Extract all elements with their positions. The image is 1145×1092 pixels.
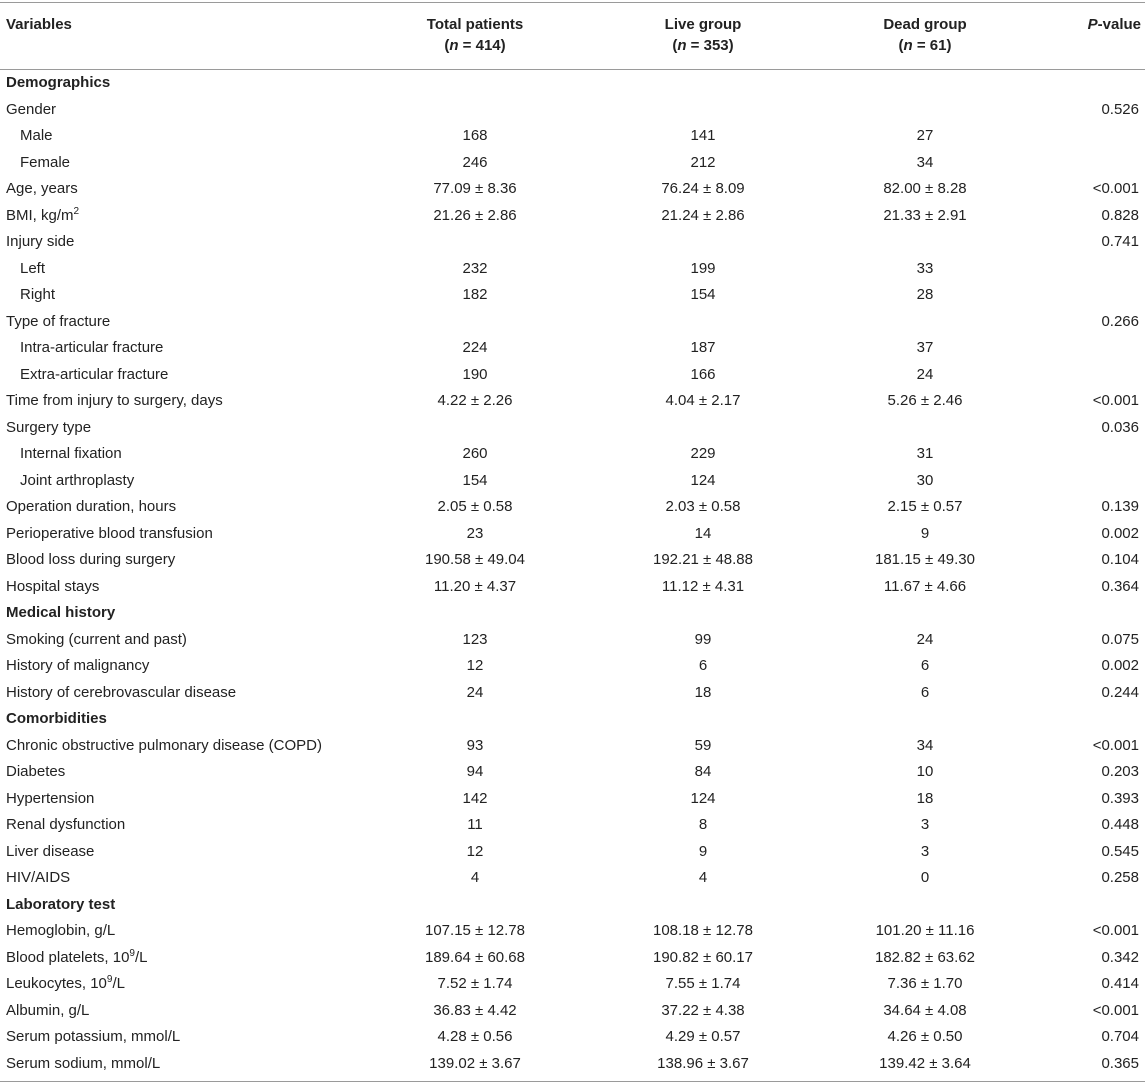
row-label-text: Intra-articular fracture	[20, 339, 164, 356]
cell-live: 124	[690, 789, 716, 807]
cell-p-value: 0.203	[1101, 763, 1139, 780]
row-label	[20, 154, 70, 171]
table-row	[0, 203, 1145, 230]
row-label	[6, 525, 213, 542]
section-heading-row	[0, 892, 1145, 919]
table-row	[0, 256, 1145, 283]
cell-p-value: 0.075	[1101, 630, 1139, 648]
cell-p-value: <0.001	[1092, 922, 1139, 939]
cell-live: 141	[690, 127, 716, 144]
header-live	[583, 14, 823, 56]
cell-total: 190	[462, 365, 488, 383]
table-body	[0, 70, 1145, 1077]
cell-live: 59	[694, 736, 712, 754]
row-label-text: HIV/AIDS	[6, 869, 71, 886]
cell-live: 124	[690, 471, 716, 489]
table-row	[0, 786, 1145, 813]
row-label-text: Internal fixation	[20, 445, 122, 462]
cell-total: 154	[462, 471, 488, 489]
header-dead-n: (n = 61)	[898, 37, 952, 54]
table-row	[0, 627, 1145, 654]
table-row	[0, 1024, 1145, 1051]
cell-total: 4.22 ± 2.26	[437, 392, 513, 409]
cell-total: 94	[466, 763, 484, 780]
n-symbol: n	[903, 37, 913, 54]
row-label	[6, 1028, 180, 1045]
cell-total: 93	[466, 736, 484, 754]
row-label	[6, 737, 322, 754]
row-label	[20, 445, 122, 462]
table-row	[0, 839, 1145, 866]
cell-dead: 21.33 ± 2.91	[883, 206, 967, 224]
table-row	[0, 468, 1145, 495]
row-label-superscript: 2	[73, 205, 80, 217]
cell-live: 76.24 ± 8.09	[661, 180, 745, 197]
cell-total: 260	[462, 445, 488, 462]
cell-p-value: 0.393	[1101, 789, 1139, 807]
row-label	[6, 790, 94, 807]
row-label-text: Perioperative blood transfusion	[6, 524, 213, 542]
row-label-text: Chronic obstructive pulmonary disease (COPD)	[6, 736, 322, 754]
section-heading-row	[0, 600, 1145, 627]
cell-live: 229	[690, 445, 716, 462]
n-symbol: n	[677, 37, 687, 54]
cell-dead: 18	[916, 789, 934, 807]
cell-p-value: 0.545	[1101, 842, 1139, 860]
cell-dead: 9	[920, 524, 930, 542]
cell-dead: 11.67 ± 4.66	[883, 577, 967, 595]
cell-dead: 34	[916, 153, 934, 171]
row-label-text: Medical history	[6, 604, 116, 621]
row-label	[6, 657, 149, 674]
row-label-text: Injury side	[6, 233, 75, 250]
table-row	[0, 441, 1145, 468]
cell-p-value: 0.244	[1101, 683, 1139, 701]
cell-dead: 33	[916, 259, 934, 277]
cell-p-value: 0.036	[1101, 418, 1139, 436]
p-symbol: P	[1087, 16, 1098, 33]
row-label	[20, 286, 55, 303]
cell-total: 189.64 ± 60.68	[425, 948, 525, 966]
row-label	[6, 392, 223, 409]
cell-p-value: <0.001	[1092, 180, 1139, 197]
cell-dead: 4.26 ± 0.50	[887, 1028, 963, 1045]
cell-total: 21.26 ± 2.86	[433, 206, 517, 224]
cell-p-value: 0.266	[1101, 312, 1139, 330]
table-row	[0, 1051, 1145, 1078]
cell-total: 4	[470, 869, 480, 886]
row-label-text: Albumin, g/L	[6, 1001, 90, 1019]
row-label	[6, 233, 74, 250]
section-heading-row	[0, 706, 1145, 733]
cell-dead: 24	[916, 365, 934, 383]
table-row	[0, 918, 1145, 945]
cell-dead: 6	[920, 657, 930, 674]
row-label	[6, 313, 110, 330]
header-total	[355, 14, 595, 56]
header-dead	[805, 14, 1045, 56]
row-label-text: Comorbidities	[6, 710, 107, 727]
table-row	[0, 653, 1145, 680]
row-label	[6, 896, 115, 913]
row-label	[6, 498, 176, 515]
header-p-value	[1088, 14, 1141, 35]
cell-total: 77.09 ± 8.36	[433, 180, 517, 197]
cell-dead: 7.36 ± 1.70	[887, 975, 963, 992]
row-label-text: Extra-articular fracture	[20, 365, 169, 383]
row-label-text: History of cerebrovascular disease	[6, 683, 237, 701]
cell-p-value: 0.002	[1101, 657, 1139, 674]
row-label	[6, 763, 65, 780]
cell-p-value: <0.001	[1092, 1001, 1139, 1019]
table-row	[0, 865, 1145, 892]
row-label-text: Renal dysfunction	[6, 816, 126, 833]
cell-p-value: 0.342	[1101, 948, 1139, 966]
row-label	[6, 551, 175, 568]
row-label	[6, 843, 94, 860]
n-value: 353	[703, 37, 729, 54]
table-row	[0, 362, 1145, 389]
row-label-text: Right	[20, 286, 56, 303]
row-label	[6, 816, 125, 833]
cell-dead: 27	[916, 127, 934, 144]
n-eq: =	[912, 37, 930, 54]
cell-p-value: 0.002	[1101, 524, 1139, 542]
cell-dead: 6	[920, 683, 930, 701]
cell-dead: 5.26 ± 2.46	[887, 392, 963, 409]
cell-p-value: <0.001	[1092, 736, 1139, 754]
row-label	[6, 710, 107, 727]
cell-live: 6	[698, 657, 708, 674]
cell-live: 4	[698, 869, 708, 886]
row-label-text: Serum potassium, mmol/L	[6, 1028, 181, 1045]
row-label	[20, 472, 134, 489]
table-row	[0, 680, 1145, 707]
table-row	[0, 97, 1145, 124]
row-label-superscript: 9	[129, 947, 135, 959]
table-row	[0, 998, 1145, 1025]
row-label	[6, 1055, 160, 1072]
row-label-text: Hemoglobin, g/L	[6, 922, 116, 939]
table-row	[0, 521, 1145, 548]
cell-dead: 0	[920, 869, 930, 886]
cell-dead: 37	[916, 339, 934, 356]
cell-dead: 34.64 ± 4.08	[883, 1001, 967, 1019]
cell-p-value: 0.365	[1101, 1054, 1139, 1072]
cell-dead: 30	[916, 471, 934, 489]
cell-total: 190.58 ± 49.04	[425, 551, 525, 568]
cell-live: 8	[698, 816, 708, 833]
row-label	[6, 180, 78, 197]
table-row	[0, 494, 1145, 521]
header-dead-label: Dead group	[883, 16, 967, 33]
row-label-text: Serum sodium, mmol/L	[6, 1054, 161, 1072]
section-heading-row	[0, 70, 1145, 97]
row-label-unit: /L	[112, 975, 125, 992]
cell-total: 182	[462, 286, 488, 303]
n-eq: =	[686, 37, 704, 54]
cell-dead: 2.15 ± 0.57	[887, 498, 963, 515]
cell-p-value: <0.001	[1092, 392, 1139, 409]
cell-total: 139.02 ± 3.67	[429, 1054, 521, 1072]
cell-live: 11.12 ± 4.31	[661, 577, 745, 595]
row-label-text: Gender	[6, 100, 57, 118]
row-label-text: Surgery type	[6, 418, 92, 436]
cell-dead: 3	[920, 816, 930, 833]
cell-p-value: 0.828	[1101, 206, 1139, 224]
cell-total: 232	[462, 259, 488, 277]
cell-p-value: 0.258	[1101, 869, 1139, 886]
row-label-text: Joint arthroplasty	[20, 471, 135, 489]
row-label-text: Blood platelets, 10	[6, 948, 130, 966]
table-row	[0, 759, 1145, 786]
row-label	[6, 631, 187, 648]
cell-total: 4.28 ± 0.56	[437, 1028, 513, 1045]
cell-total: 168	[462, 127, 488, 144]
cell-live: 14	[694, 524, 712, 542]
cell-live: 37.22 ± 4.38	[661, 1001, 745, 1019]
cell-total: 24	[466, 683, 484, 701]
table-row	[0, 388, 1145, 415]
row-label	[6, 101, 56, 118]
cell-p-value: 0.414	[1101, 975, 1139, 992]
table-row	[0, 309, 1145, 336]
table-row	[0, 123, 1145, 150]
row-label-text: Smoking (current and past)	[6, 630, 187, 648]
row-label-text: Hypertension	[6, 789, 95, 807]
cell-dead: 182.82 ± 63.62	[875, 948, 975, 966]
table-row	[0, 282, 1145, 309]
cell-live: 138.96 ± 3.67	[657, 1054, 749, 1072]
table-row	[0, 229, 1145, 256]
cell-live: 18	[694, 683, 712, 701]
table-row	[0, 415, 1145, 442]
row-label-text: Age, years	[6, 180, 78, 197]
cell-total: 7.52 ± 1.74	[437, 975, 513, 992]
cell-p-value: 0.448	[1101, 816, 1139, 833]
row-label	[6, 604, 115, 621]
cell-total: 224	[462, 339, 488, 356]
cell-dead: 34	[916, 736, 934, 754]
row-label	[6, 1002, 89, 1019]
cell-p-value: 0.104	[1101, 551, 1139, 568]
table-row	[0, 335, 1145, 362]
row-label	[6, 419, 91, 436]
row-label-text: Liver disease	[6, 842, 95, 860]
row-label-unit: /L	[134, 948, 148, 966]
row-label	[6, 869, 70, 886]
cell-dead: 24	[916, 630, 934, 648]
cell-live: 21.24 ± 2.86	[661, 206, 745, 224]
table-row	[0, 812, 1145, 839]
cell-total: 11.20 ± 4.37	[433, 577, 517, 595]
cell-live: 84	[694, 763, 712, 780]
header-total-n: (n = 414)	[444, 37, 506, 54]
table-row	[0, 176, 1145, 203]
cell-dead: 101.20 ± 11.16	[875, 922, 975, 939]
n-value: 414	[475, 37, 501, 54]
cell-live: 190.82 ± 60.17	[653, 948, 753, 966]
p-suffix: -value	[1097, 16, 1141, 33]
cell-live: 154	[690, 286, 716, 303]
cell-live: 187	[690, 339, 716, 356]
cell-total: 12	[466, 657, 484, 674]
row-label	[20, 339, 163, 356]
row-label-text: Diabetes	[6, 763, 66, 780]
header-live-label: Live group	[664, 16, 742, 33]
cell-dead: 139.42 ± 3.64	[879, 1054, 971, 1072]
row-label	[6, 684, 236, 701]
cell-dead: 3	[920, 842, 930, 860]
cell-live: 7.55 ± 1.74	[665, 975, 741, 992]
row-label-text: Laboratory test	[6, 895, 116, 913]
cell-total: 142	[462, 789, 488, 807]
header-live-n: (n = 353)	[672, 37, 734, 54]
row-label-text: Type of fracture	[6, 312, 111, 330]
row-label-text: Blood loss during surgery	[6, 551, 176, 568]
table-row	[0, 971, 1145, 998]
row-label-text: Hospital stays	[6, 577, 100, 595]
n-symbol: n	[449, 37, 459, 54]
row-label	[20, 260, 45, 277]
cell-dead: 28	[916, 286, 934, 303]
row-label-text: Leukocytes, 10	[6, 975, 107, 992]
cell-live: 2.03 ± 0.58	[665, 498, 741, 515]
row-label	[6, 74, 110, 91]
cell-total: 107.15 ± 12.78	[425, 922, 525, 939]
n-value: 61	[929, 37, 947, 54]
cell-live: 4.04 ± 2.17	[665, 392, 741, 409]
cell-p-value: 0.364	[1101, 577, 1139, 595]
table-row	[0, 150, 1145, 177]
cell-dead: 82.00 ± 8.28	[883, 180, 967, 197]
row-label-text: Time from injury to surgery, days	[6, 392, 223, 409]
n-eq: =	[458, 37, 476, 54]
cell-live: 9	[698, 842, 708, 860]
cell-live: 108.18 ± 12.78	[653, 922, 753, 939]
cell-p-value: 0.704	[1101, 1028, 1139, 1045]
cell-p-value: 0.741	[1101, 233, 1139, 250]
cell-live: 212	[690, 153, 716, 171]
cell-live: 99	[694, 630, 712, 648]
row-label	[6, 207, 79, 224]
row-label-text: Female	[20, 153, 71, 171]
cell-live: 166	[690, 365, 716, 383]
table-row	[0, 945, 1145, 972]
row-label	[6, 975, 125, 992]
row-label	[6, 578, 99, 595]
table-header	[0, 2, 1145, 70]
cell-p-value: 0.526	[1101, 100, 1139, 118]
table-row	[0, 547, 1145, 574]
row-label	[20, 127, 53, 144]
cell-total: 23	[466, 524, 484, 542]
row-label-text: Left	[20, 259, 46, 277]
header-variables: Variables	[6, 16, 72, 33]
cell-dead: 181.15 ± 49.30	[875, 551, 975, 568]
row-label-superscript: 9	[106, 974, 113, 985]
cell-total: 2.05 ± 0.58	[437, 498, 513, 515]
cell-dead: 10	[916, 763, 934, 780]
row-label-text: History of malignancy	[6, 657, 150, 674]
cell-dead: 31	[916, 445, 934, 462]
cell-total: 12	[466, 842, 484, 860]
cell-p-value: 0.139	[1101, 498, 1139, 515]
cell-total: 123	[462, 630, 488, 648]
table-row	[0, 574, 1145, 601]
row-label-text: Operation duration, hours	[6, 498, 177, 515]
row-label	[6, 922, 115, 939]
table-row	[0, 733, 1145, 760]
cell-live: 4.29 ± 0.57	[665, 1028, 741, 1045]
row-label-text: Demographics	[6, 74, 111, 91]
row-label	[6, 949, 148, 966]
cell-total: 11	[467, 816, 483, 833]
cell-total: 36.83 ± 4.42	[433, 1001, 517, 1019]
row-label	[20, 366, 168, 383]
bottom-rule	[0, 1081, 1145, 1082]
row-label-text: BMI, kg/m	[6, 206, 74, 224]
header-total-label: Total patients	[426, 16, 524, 33]
cell-total: 246	[462, 153, 488, 171]
row-label-text: Male	[20, 127, 53, 144]
cell-live: 192.21 ± 48.88	[653, 551, 753, 568]
cell-live: 199	[690, 259, 716, 277]
